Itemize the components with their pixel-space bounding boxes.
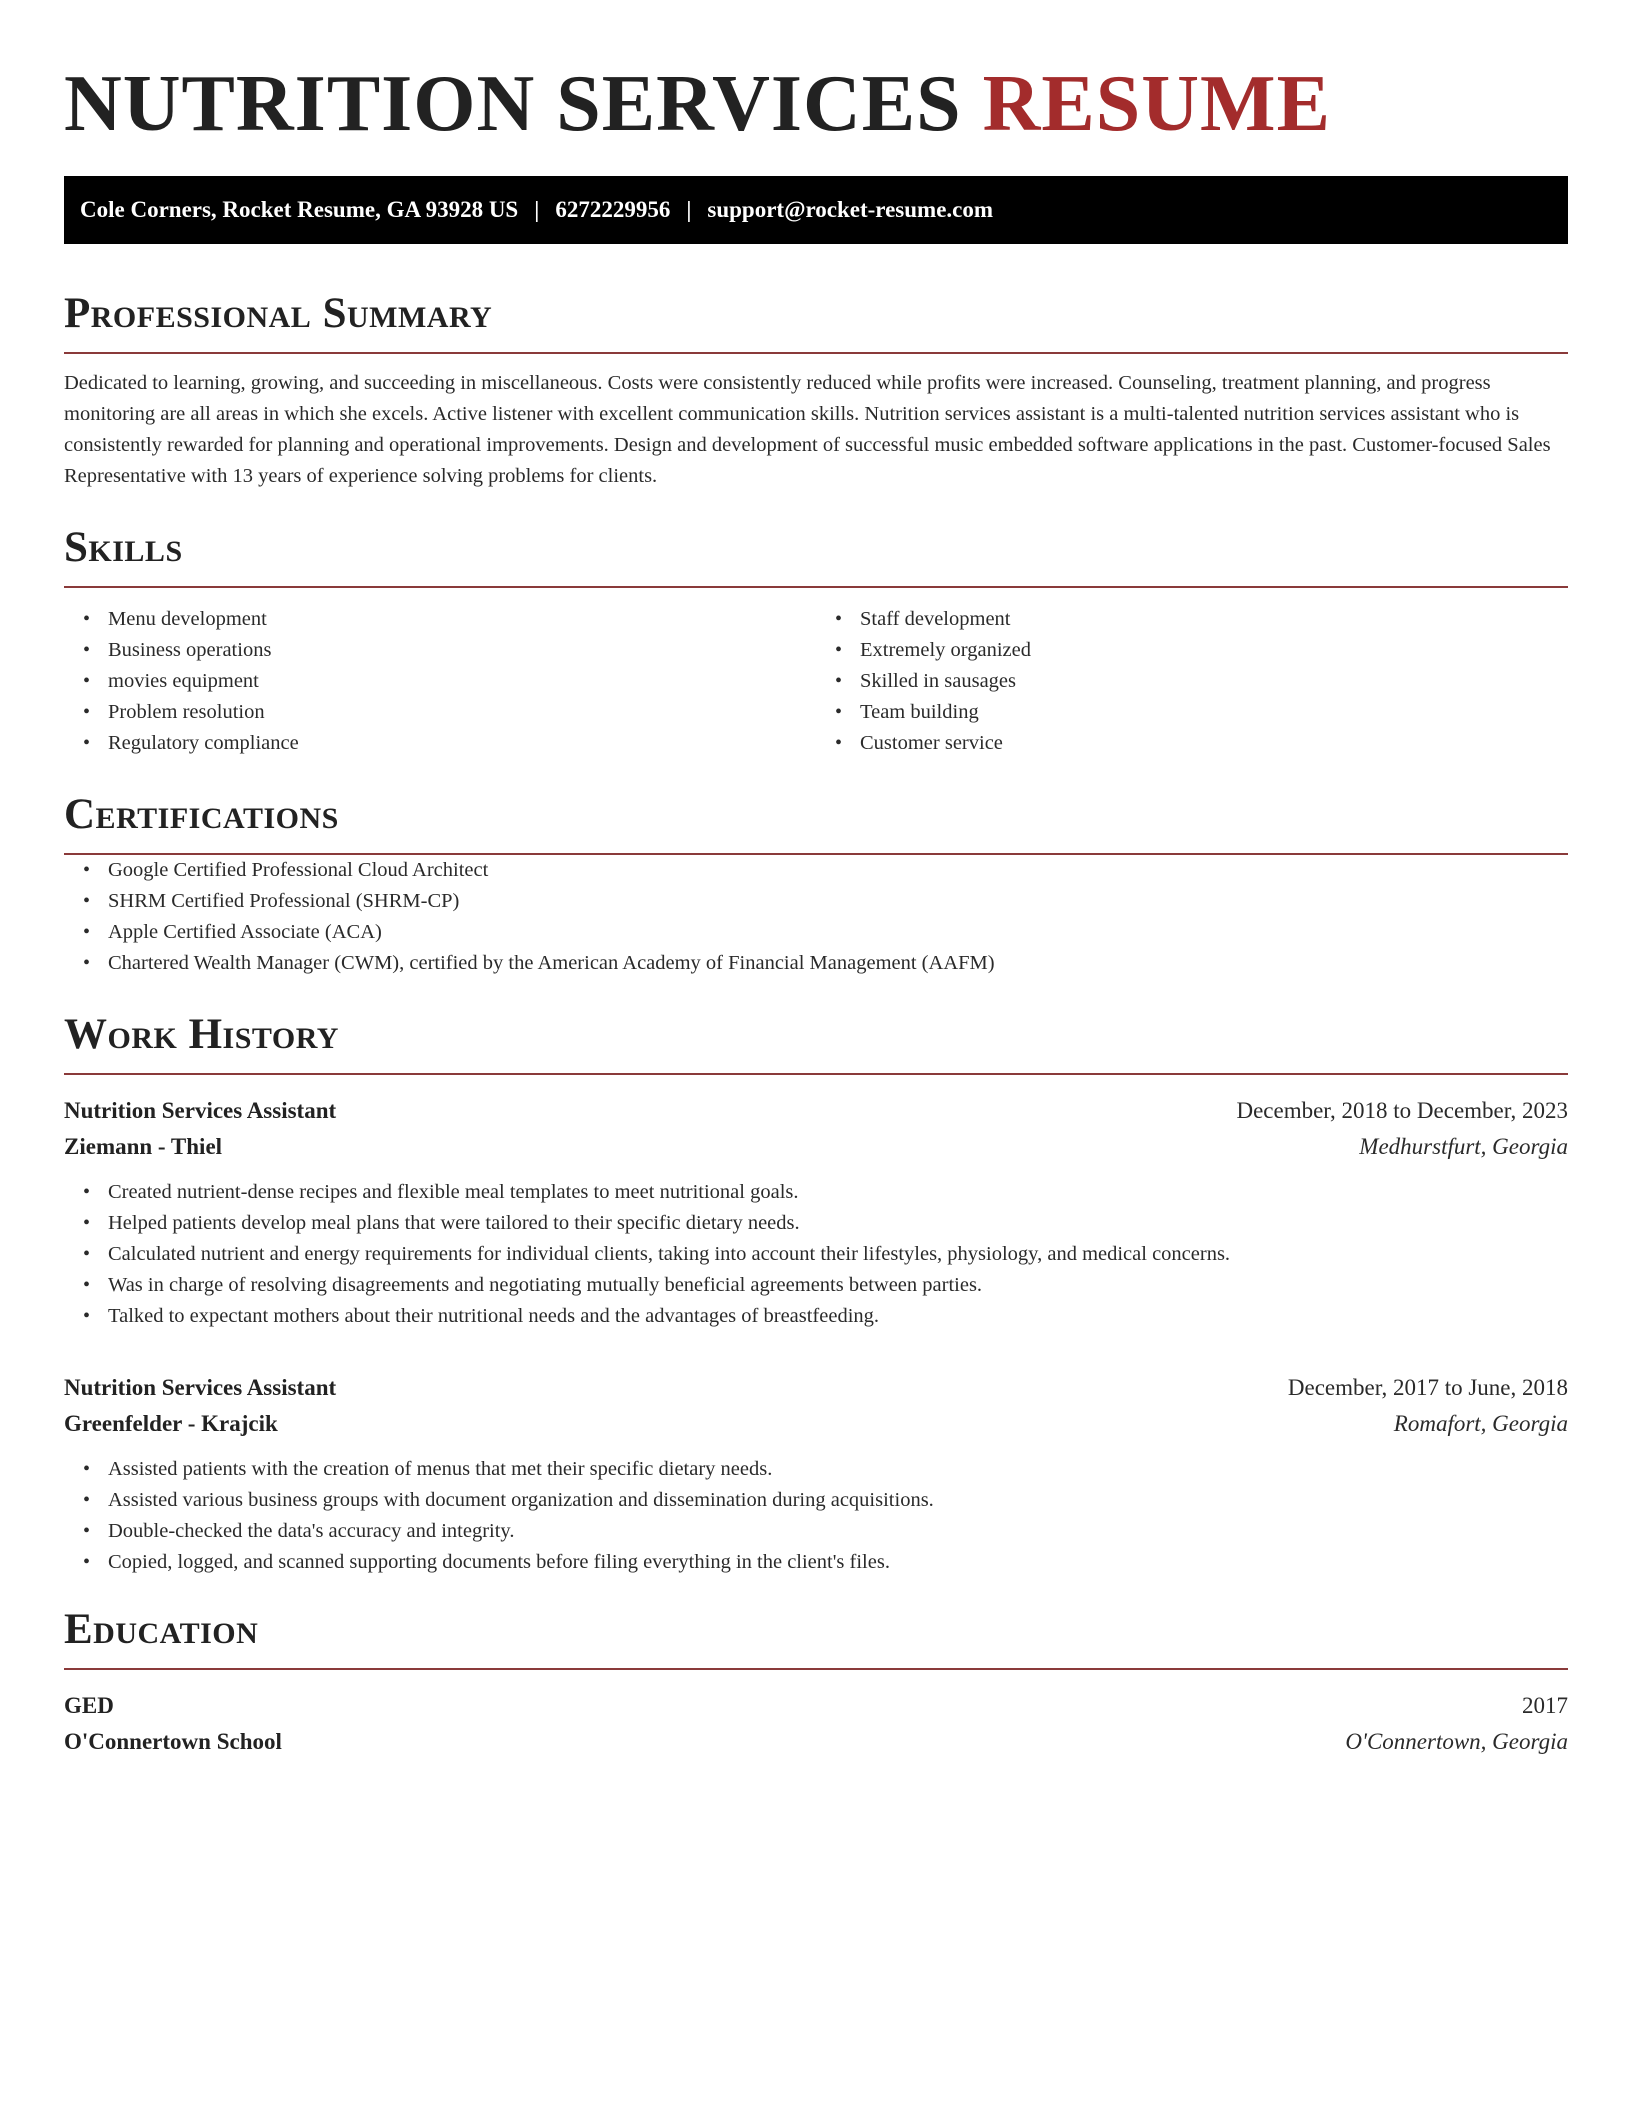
bullet-icon: •	[83, 701, 91, 723]
bullet-icon: •	[835, 701, 843, 723]
job-duty: • Double-checked the data's accuracy and integrity.	[108, 1516, 1568, 1547]
job-entry	[64, 1093, 1568, 1332]
section-divider	[64, 586, 1568, 588]
bullet-icon: •	[83, 608, 91, 630]
job-duty: • Was in charge of resolving disagreements and negotiating mutually beneficial agreements between parties.	[108, 1270, 1568, 1301]
skill-item: • Problem resolution	[108, 697, 816, 728]
summary-text: Dedicated to learning, growing, and succeeding in miscellaneous. Costs were consistently reduced while profits were increased. Counseling, treatment planning, and progress monitoring are all areas in which she excels. Active listener with excellent communication skills. Nutrition services assistant is a multi-talented nutrition services assistant who is consistently rewarded for planning and operational improvements. Design and development of successful music embedded software applications in the past. Customer-focused Sales Representative with 13 years of experience solving problems for clients.	[64, 372, 1551, 487]
education-degree: GED	[64, 1693, 114, 1718]
certifications-list	[64, 855, 1568, 979]
job-dates: December, 2018 to December, 2023	[1236, 1098, 1568, 1123]
job-duty: • Calculated nutrient and energy requirements for individual clients, taking into account their lifestyles, physiology, and medical concerns.	[108, 1239, 1568, 1270]
job-location: Romafort, Georgia	[1393, 1411, 1568, 1436]
bullet-icon: •	[83, 952, 91, 974]
job-title: Nutrition Services Assistant	[64, 1375, 337, 1400]
contact-bar	[64, 176, 1568, 244]
bullet-icon: •	[83, 1489, 91, 1511]
bullet-icon: •	[83, 859, 91, 881]
skills-heading: Skills	[64, 524, 183, 571]
education-school-row	[64, 1724, 1568, 1760]
skill-item: • Menu development	[108, 604, 816, 635]
job-duty: • Assisted patients with the creation of menus that met their specific dietary needs.	[108, 1454, 1568, 1485]
bullet-icon: •	[83, 1458, 91, 1480]
job-header-row	[64, 1093, 1568, 1129]
education-year: 2017	[1522, 1693, 1568, 1718]
bullet-icon: •	[83, 1243, 91, 1265]
resume-title	[64, 56, 1568, 152]
job-duty: • Helped patients develop meal plans that were tailored to their specific dietary needs.	[108, 1208, 1568, 1239]
education-heading: Education	[64, 1606, 259, 1653]
skill-item: • Skilled in sausages	[860, 666, 1568, 697]
certification-item: • Apple Certified Associate (ACA)	[108, 917, 1568, 948]
bullet-icon: •	[83, 670, 91, 692]
certification-item: • Chartered Wealth Manager (CWM), certified by the American Academy of Financial Management (AAFM)	[108, 948, 1568, 979]
title-accent: RESUME	[982, 60, 1331, 148]
job-location: Medhurstfurt, Georgia	[1359, 1134, 1568, 1159]
job-duties-list	[64, 1454, 1568, 1578]
work-history-heading: Work History	[64, 1011, 339, 1058]
bullet-icon: •	[83, 921, 91, 943]
skill-item: • Team building	[860, 697, 1568, 728]
job-duty: • Created nutrient-dense recipes and flexible meal templates to meet nutritional goals.	[108, 1177, 1568, 1208]
bullet-icon: •	[83, 1274, 91, 1296]
job-duty: • Talked to expectant mothers about their nutritional needs and the advantages of breastfeeding.	[108, 1301, 1568, 1332]
bullet-icon: •	[835, 639, 843, 661]
education-header-row	[64, 1688, 1568, 1724]
job-duty: • Assisted various business groups with document organization and dissemination during acquisitions.	[108, 1485, 1568, 1516]
bullet-icon: •	[83, 639, 91, 661]
bullet-icon: •	[83, 890, 91, 912]
education-location: O'Connertown, Georgia	[1345, 1729, 1568, 1754]
job-title: Nutrition Services Assistant	[64, 1098, 337, 1123]
job-company-row	[64, 1406, 1568, 1442]
skills-list-left	[64, 604, 816, 759]
job-header-row	[64, 1370, 1568, 1406]
skills-columns	[64, 604, 1568, 759]
job-company: Ziemann - Thiel	[64, 1134, 223, 1159]
job-dates: December, 2017 to June, 2018	[1287, 1375, 1568, 1400]
bullet-icon: •	[83, 1551, 91, 1573]
contact-separator: |	[534, 197, 540, 222]
education-entry	[64, 1688, 1568, 1760]
bullet-icon: •	[83, 1305, 91, 1327]
section-divider	[64, 1073, 1568, 1075]
bullet-icon: •	[83, 1520, 91, 1542]
skills-list-right	[816, 604, 1568, 759]
job-company-row	[64, 1129, 1568, 1165]
bullet-icon: •	[835, 670, 843, 692]
bullet-icon: •	[835, 732, 843, 754]
certifications-heading: Certifications	[64, 791, 339, 838]
skill-item: • Staff development	[860, 604, 1568, 635]
contact-address: Cole Corners, Rocket Resume, GA 93928 US	[80, 197, 519, 222]
job-duties-list	[64, 1177, 1568, 1332]
title-main: NUTRITION SERVICES	[64, 60, 962, 148]
bullet-icon: •	[835, 608, 843, 630]
bullet-icon: •	[83, 732, 91, 754]
section-divider	[64, 1668, 1568, 1670]
summary-heading: Professional Summary	[64, 290, 493, 337]
bullet-icon: •	[83, 1212, 91, 1234]
skill-item: • Regulatory compliance	[108, 728, 816, 759]
job-entry	[64, 1370, 1568, 1578]
certification-item: • SHRM Certified Professional (SHRM-CP)	[108, 886, 1568, 917]
skill-item: • movies equipment	[108, 666, 816, 697]
skill-item: • Customer service	[860, 728, 1568, 759]
section-divider	[64, 352, 1568, 354]
contact-separator: |	[686, 197, 692, 222]
job-duty: • Copied, logged, and scanned supporting documents before filing everything in the client's files.	[108, 1547, 1568, 1578]
bullet-icon: •	[83, 1181, 91, 1203]
education-school: O'Connertown School	[64, 1729, 282, 1754]
contact-phone: 6272229956	[555, 197, 671, 222]
skill-item: • Business operations	[108, 635, 816, 666]
skill-item: • Extremely organized	[860, 635, 1568, 666]
job-company: Greenfelder - Krajcik	[64, 1411, 278, 1436]
contact-email: support@rocket-resume.com	[707, 197, 994, 222]
certification-item: • Google Certified Professional Cloud Architect	[108, 855, 1568, 886]
